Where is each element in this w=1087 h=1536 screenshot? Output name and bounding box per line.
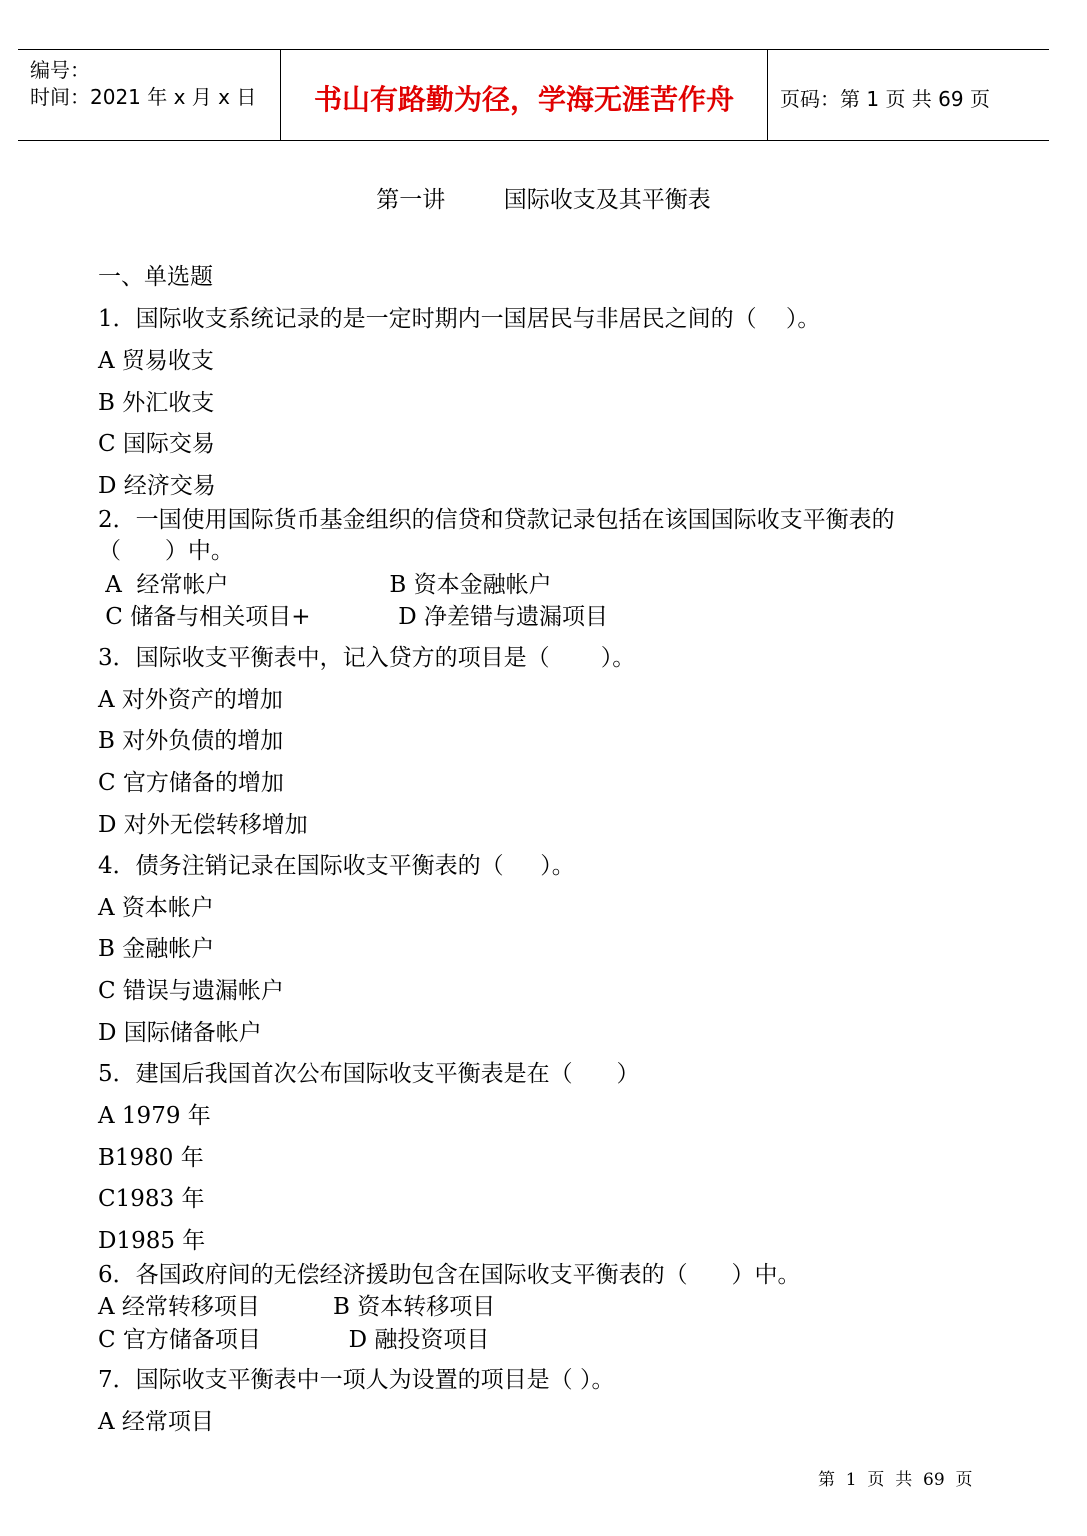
header-info-cell (18, 50, 281, 140)
question-3: 3．国际收支平衡表中，记入贷方的项目是（ ）。 (98, 645, 636, 671)
option-line: B1980 年 (98, 1145, 204, 1171)
time-label: 时间：2021 年 x 月 x 日 (30, 85, 257, 109)
header-page-cell (768, 50, 1049, 140)
option-line: D 经济交易 (98, 473, 216, 499)
option-line: C 官方储备的增加 (98, 770, 284, 796)
lecture-title: 第一讲 国际收支及其平衡表 (376, 187, 711, 213)
option-line: C 错误与遗漏帐户 (98, 978, 284, 1004)
option-line: A 贸易收支 (98, 348, 214, 374)
document-header (18, 49, 1049, 141)
option-line: B 外汇收支 (98, 390, 215, 416)
option-line: C1983 年 (98, 1186, 205, 1212)
option-line: B 对外负债的增加 (98, 728, 284, 754)
option-line: B 金融帐户 (98, 936, 215, 962)
motto: 书山有路勤为径，学海无涯苦作舟 (313, 83, 734, 116)
option-line: A 经常帐户 B 资本金融帐户 (98, 572, 552, 598)
question-2: 2．一国使用国际货币基金组织的信贷和贷款记录包括在该国国际收支平衡表的 (98, 507, 895, 533)
option-line: D1985 年 (98, 1228, 206, 1254)
question-6: 6．各国政府间的无偿经济援助包含在国际收支平衡表的（ ）中。 (98, 1262, 801, 1288)
number-label: 编号： (30, 58, 90, 82)
option-line: A 1979 年 (98, 1103, 211, 1129)
header-motto-cell (281, 50, 768, 140)
question-2-cont: （ ）中。 (98, 538, 234, 564)
option-line: A 对外资产的增加 (98, 687, 283, 713)
question-5: 5．建国后我国首次公布国际收支平衡表是在（ ） (98, 1061, 640, 1087)
option-line: A 经常项目 (98, 1409, 214, 1435)
option-line: C 国际交易 (98, 431, 215, 457)
question-1: 1．国际收支系统记录的是一定时期内一国居民与非居民之间的（ ）。 (98, 306, 821, 332)
question-7: 7．国际收支平衡表中一项人为设置的项目是（ ）。 (98, 1367, 615, 1393)
option-line: D 国际储备帐户 (98, 1020, 262, 1046)
option-line: C 储备与相关项目+ D 净差错与遗漏项目 (98, 604, 608, 630)
section-heading: 一、单选题 (98, 264, 213, 290)
question-4: 4．债务注销记录在国际收支平衡表的（ ）。 (98, 853, 575, 879)
option-line: C 官方储备项目 D 融投资项目 (98, 1327, 490, 1353)
option-line: A 经常转移项目 B 资本转移项目 (98, 1294, 496, 1320)
option-line: A 资本帐户 (98, 895, 214, 921)
page-info: 页码：第 1 页 共 69 页 (780, 87, 990, 111)
option-line: D 对外无偿转移增加 (98, 812, 308, 838)
page-footer: 第 1 页 共 69 页 (818, 1470, 973, 1490)
